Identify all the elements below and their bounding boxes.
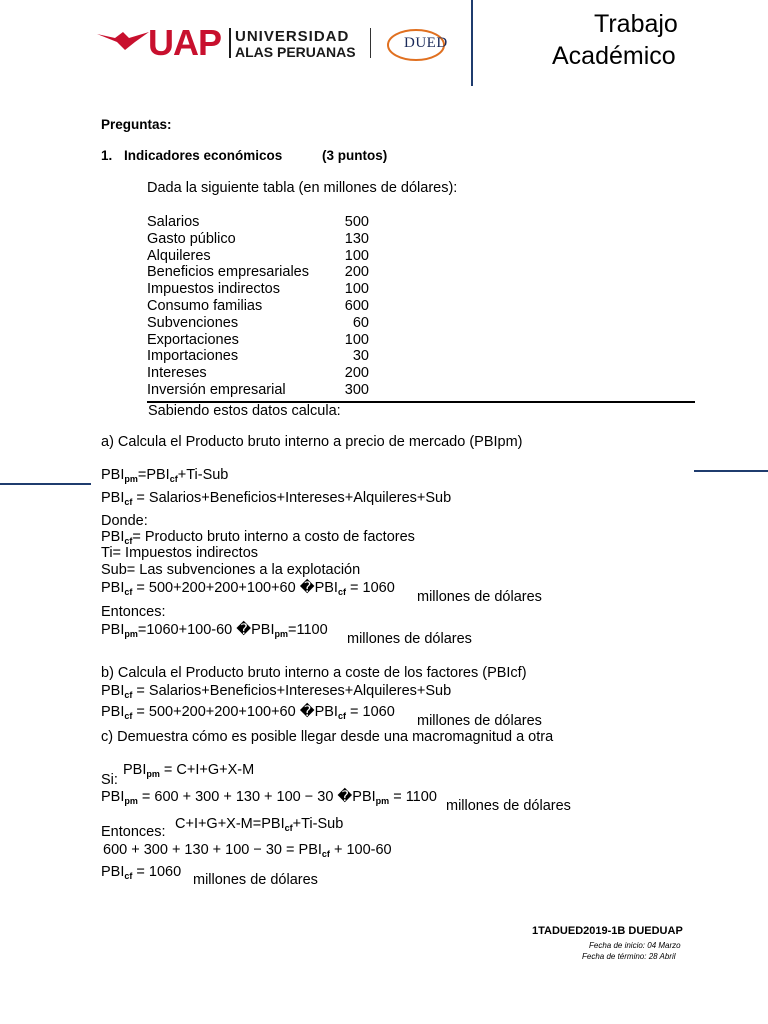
university-name-line1: UNIVERSIDAD [235, 28, 350, 45]
table-row-label: Salarios [147, 214, 200, 230]
table-row-value: 300 [344, 382, 369, 398]
eq-b2: $PBI_{cf} = 500+200+200+100+60$ $�PBI_{cf} = 1060$ [101, 704, 395, 721]
units-a3: millones de dólares [417, 589, 542, 605]
eq-a1: $PBI_{pm}=PBI_{cf}+Ti$-Sub [101, 467, 229, 484]
university-name-line2: ALAS PERUANAS [235, 44, 356, 60]
start-date: Fecha de inicio: 04 Marzo [589, 941, 681, 950]
table-row-value: 200 [344, 264, 369, 281]
logo-divider [229, 28, 231, 58]
table-row-value: 130 [344, 230, 369, 247]
question-c: c) Demuestra cómo es posible llegar desde una macromagnitud a otra [101, 729, 554, 745]
table-row-label: Inversión empresarial [147, 382, 286, 398]
eq-a4: $PBI_{pm}=1060+100-60$ $�PBI_{pm}=1100$ [101, 622, 328, 639]
margin-rule-right [694, 470, 768, 472]
table-row-value: 100 [344, 281, 369, 298]
eq-c4: $600 + 300 + 130 + 100 - 30 = PBI_{cf} + 100-60$ [103, 842, 392, 859]
units-c5: millones de dólares [193, 872, 318, 888]
table-row-value: 200 [344, 365, 369, 382]
doc-title-line2: Académico [552, 42, 676, 70]
table-row-value: 100 [344, 247, 369, 264]
table-row-value: 100 [344, 331, 369, 348]
doc-title-line1: Trabajo [594, 10, 678, 38]
donde-label: Donde: [101, 513, 148, 529]
units-b2: millones de dólares [417, 713, 542, 729]
table-row-label: Consumo familias [147, 298, 263, 314]
eq-a3: $PBI_{cf} = 500+200+200+100+60$ $�PBI_{cf} = 1060$ [101, 580, 395, 597]
end-date: Fecha de término: 28 Abril [582, 952, 676, 961]
units-a4: millones de dólares [347, 631, 472, 647]
table-row-label: Impuestos indirectos [147, 281, 280, 298]
uap-logo: UAP [148, 22, 222, 63]
table-row-label: Beneficios empresariales [147, 264, 309, 281]
table-row-label: Gasto público [147, 230, 236, 247]
table-row-label: Subvenciones [147, 314, 239, 331]
eq-c3: $C+I+G+X-M=PBI_{cf}+Ti$-Sub [175, 816, 344, 833]
margin-rule-left [0, 483, 91, 485]
header-separator [370, 28, 371, 58]
course-code: 1TADUED2019-1B DUEDUAP [532, 925, 683, 937]
eq-c5: $PBI_{cf} = 1060$ [101, 864, 182, 881]
table-row-value: 600 [344, 298, 369, 314]
table-row-value: 60 [352, 314, 369, 331]
header-vertical-rule [471, 0, 473, 86]
q1-points: (3 puntos) [322, 148, 388, 163]
units-c2: millones de dólares [446, 798, 571, 814]
q1-number: 1. [101, 148, 113, 163]
entonces-c: Entonces: [101, 824, 166, 840]
table-row-label: Alquileres [147, 247, 211, 264]
table-row-label: Intereses [147, 365, 207, 382]
question-b: b) Calcula el Producto bruto interno a coste de los factores (PBIcf) [101, 665, 527, 681]
eq-c1: $PBI_{pm} = C+I+G+X-M$ [123, 762, 255, 779]
table-row-label: Exportaciones [147, 331, 239, 348]
after-table-text: Sabiendo estos datos calcula: [148, 403, 341, 419]
table-row-label: Importaciones [147, 348, 239, 365]
def-sub: Sub= Las subvenciones a la explotación [101, 562, 361, 578]
def-ti: Ti= Impuestos indirectos [101, 545, 259, 561]
eq-c2: $PBI_{pm} = 600 + 300 + 130 + 100 - 30$ $�PBI_{pm} = 1100$ [101, 789, 437, 806]
eagle-logo-icon [95, 28, 151, 52]
entonces-a: Entonces: [101, 604, 166, 620]
q1-title: Indicadores económicos [124, 148, 283, 163]
si-label: Si: [101, 772, 118, 788]
table-row-value: 30 [352, 348, 369, 365]
dued-logo-text: DUED [404, 35, 448, 51]
questions-heading: Preguntas: [101, 117, 172, 132]
eq-b1: $PBI_{cf}$ = Salarios+Beneficios+Intereses+Alquileres+Sub [101, 683, 452, 700]
table-row-value: 500 [344, 214, 369, 230]
eq-a2: $PBI_{cf}$ = Salarios+Beneficios+Intereses+Alquileres+Sub [101, 490, 452, 507]
def-pbicf: $PBI_{cf}=$ Producto bruto interno a costo de factores [101, 529, 415, 546]
question-a: a) Calcula el Producto bruto interno a precio de mercado (PBIpm) [101, 434, 523, 450]
table-intro: Dada la siguiente tabla (en millones de dólares): [147, 180, 458, 196]
